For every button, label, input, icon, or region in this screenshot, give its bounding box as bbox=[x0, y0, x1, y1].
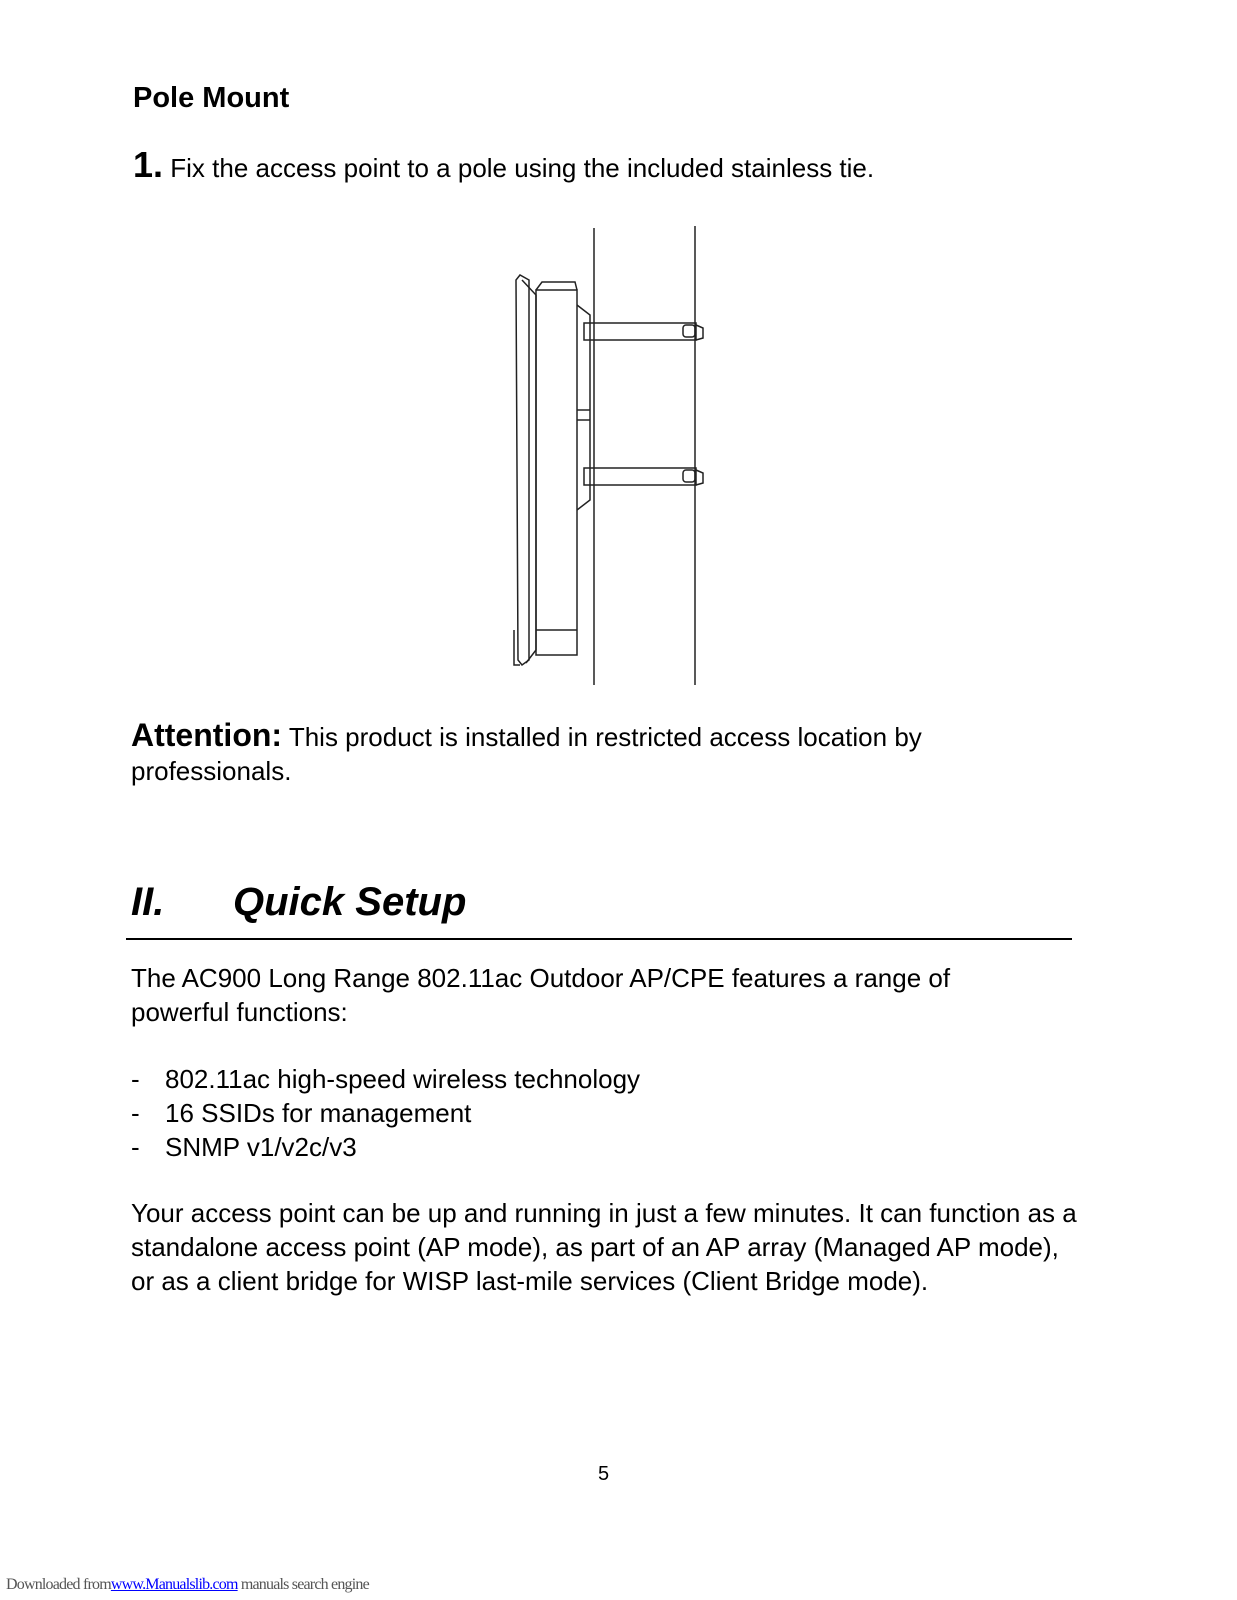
attention-note bbox=[131, 718, 1031, 788]
step-text: Fix the access point to a pole using the included stainless tie. bbox=[170, 153, 875, 183]
list-item bbox=[131, 1130, 640, 1164]
strap-bottom bbox=[584, 468, 703, 485]
attention-text: This product is installed in restricted access location by professionals. bbox=[131, 722, 922, 786]
section-number: II. bbox=[131, 880, 165, 924]
bullet-dash: - bbox=[131, 1064, 140, 1094]
closing-paragraph: Your access point can be up and running in just a few minutes. It can function as a standalone access point (AP mode), as part of an AP array (Managed AP mode), or as a client bridge for WISP last-mile services (Client Bridge mode). bbox=[131, 1198, 1077, 1296]
attention-label: Attention: bbox=[131, 717, 283, 753]
section-title: Quick Setup bbox=[233, 880, 467, 924]
bullet-dash: - bbox=[131, 1098, 140, 1128]
step-number: 1. bbox=[133, 144, 164, 185]
bullet-text: 802.11ac high-speed wireless technology bbox=[165, 1064, 641, 1094]
manualslib-link[interactable]: www.Manualslib.com bbox=[110, 1576, 238, 1593]
feature-list bbox=[131, 1062, 640, 1164]
section-divider bbox=[126, 938, 1072, 940]
list-item bbox=[131, 1096, 640, 1130]
footer-prefix: Downloaded from bbox=[6, 1576, 111, 1593]
strap-top bbox=[584, 323, 703, 340]
step-1 bbox=[133, 144, 1133, 185]
list-item bbox=[131, 1062, 640, 1096]
download-footer bbox=[6, 1576, 369, 1594]
footer-suffix: manuals search engine bbox=[237, 1576, 369, 1593]
pole-mount-heading: Pole Mount bbox=[133, 82, 290, 114]
access-point-body bbox=[514, 275, 577, 665]
bullet-text: 16 SSIDs for management bbox=[165, 1098, 472, 1128]
section-intro: The AC900 Long Range 802.11ac Outdoor AP/CPE features a range of powerful functions: bbox=[131, 963, 951, 1027]
bullet-dash: - bbox=[131, 1132, 140, 1162]
page-number: 5 bbox=[598, 1463, 610, 1485]
bullet-text: SNMP v1/v2c/v3 bbox=[165, 1132, 357, 1162]
access-point-pole-mount-illustration bbox=[500, 220, 720, 690]
